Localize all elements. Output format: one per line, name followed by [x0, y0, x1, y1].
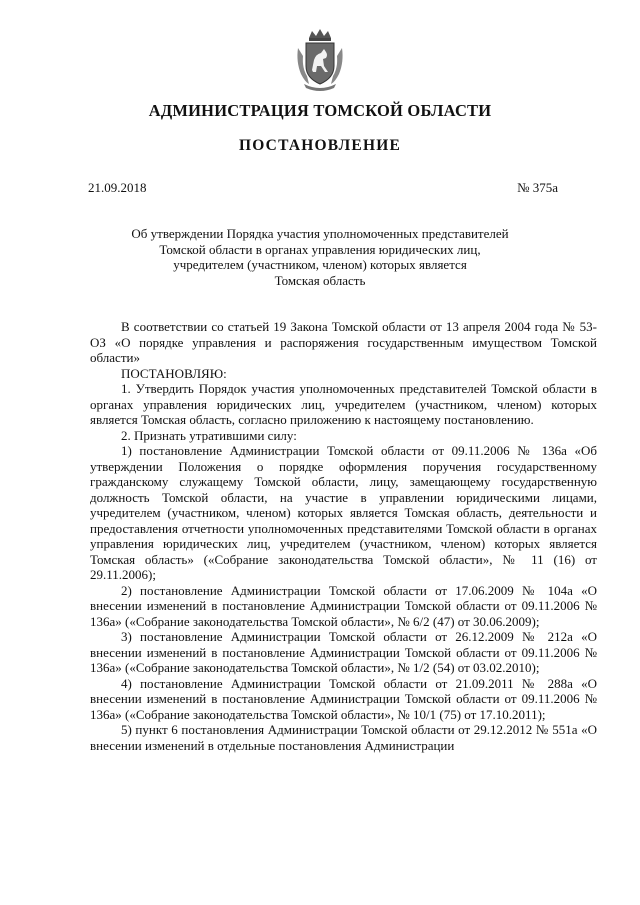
- document-date: 21.09.2018: [88, 180, 147, 195]
- subitem-4-paragraph: 4) постановление Администрации Томской области от 21.09.2011 № 288а «О внесении изменений в постановление Администрации Томской области от 09.11.2006 № 136а» («Собрание законодательства Томской области», № 10/1 (75) от 17.10.2011);: [90, 675, 597, 722]
- title-line: Томской области в органах управления юридических лиц,: [159, 241, 481, 257]
- decree-word: ПОСТАНОВЛЯЮ:: [121, 365, 227, 381]
- subitem-2-paragraph: 2) постановление Администрации Томской области от 17.06.2009 № 104а «О внесении изменений в постановление Администрации Томской области от 09.11.2006 № 136а» («Собрание законодательства Томской области», № 6/2 (47) от 30.06.2009);: [90, 582, 597, 629]
- document-body: [90, 319, 597, 753]
- subitem-1-paragraph: 1) постановление Администрации Томской области от 09.11.2006 № 136а «Об утверждении Положения о порядке оформления поручения государственному гражданскому служащему Томской области, лицу, замещающему государственную должность Томской области, на участие в управлении юридическими лицами, учредителем (участником, членом) которых является Томская область, деятельности и предоставления отчетности уполномоченных представителями Томской области в органах управления юридических лиц, учредителем (участником, членом) которых является Томская область» («Собрание законодательства Томской области», № 11 (16) от 29.11.2006);: [90, 443, 597, 582]
- title-line: учредителем (участником, членом) которых является: [173, 257, 467, 272]
- item-2-paragraph: 2. Признать утратившими силу:: [121, 427, 297, 443]
- document-type: ПОСТАНОВЛЕНИЕ: [238, 137, 402, 154]
- title-line: Томская область: [274, 272, 366, 288]
- coat-of-arms-icon: [295, 28, 345, 92]
- item-1-paragraph: 1. Утвердить Порядок участия уполномоченных представителей Томской области в органах управления юридических лиц, учредителем (участником, членом) которых является Томская область, согласно приложению к настоящему постановлению.: [90, 381, 597, 427]
- subitem-3-paragraph: 3) постановление Администрации Томской области от 26.12.2009 № 212а «О внесении изменений в постановление Администрации Томской области от 09.11.2006 № 136а» («Собрание законодательства Томской области», № 1/2 (54) от 03.02.2010);: [90, 629, 597, 675]
- document-number: № 375а: [517, 180, 558, 195]
- title-line: Об утверждении Порядка участия уполномоченных представителей: [131, 226, 509, 241]
- organization-name: АДМИНИСТРАЦИЯ ТОМСКОЙ ОБЛАСТИ: [148, 101, 492, 120]
- subitem-5-paragraph: 5) пункт 6 постановления Администрации Томской области от 29.12.2012 № 551а «О внесении изменений в отдельные постановления Администрации: [90, 722, 597, 753]
- preamble-paragraph: В соответствии со статьей 19 Закона Томской области от 13 апреля 2004 года № 53-ОЗ «О порядке управления и распоряжения государственным имуществом Томской области»: [90, 319, 597, 365]
- document-title: [110, 226, 530, 288]
